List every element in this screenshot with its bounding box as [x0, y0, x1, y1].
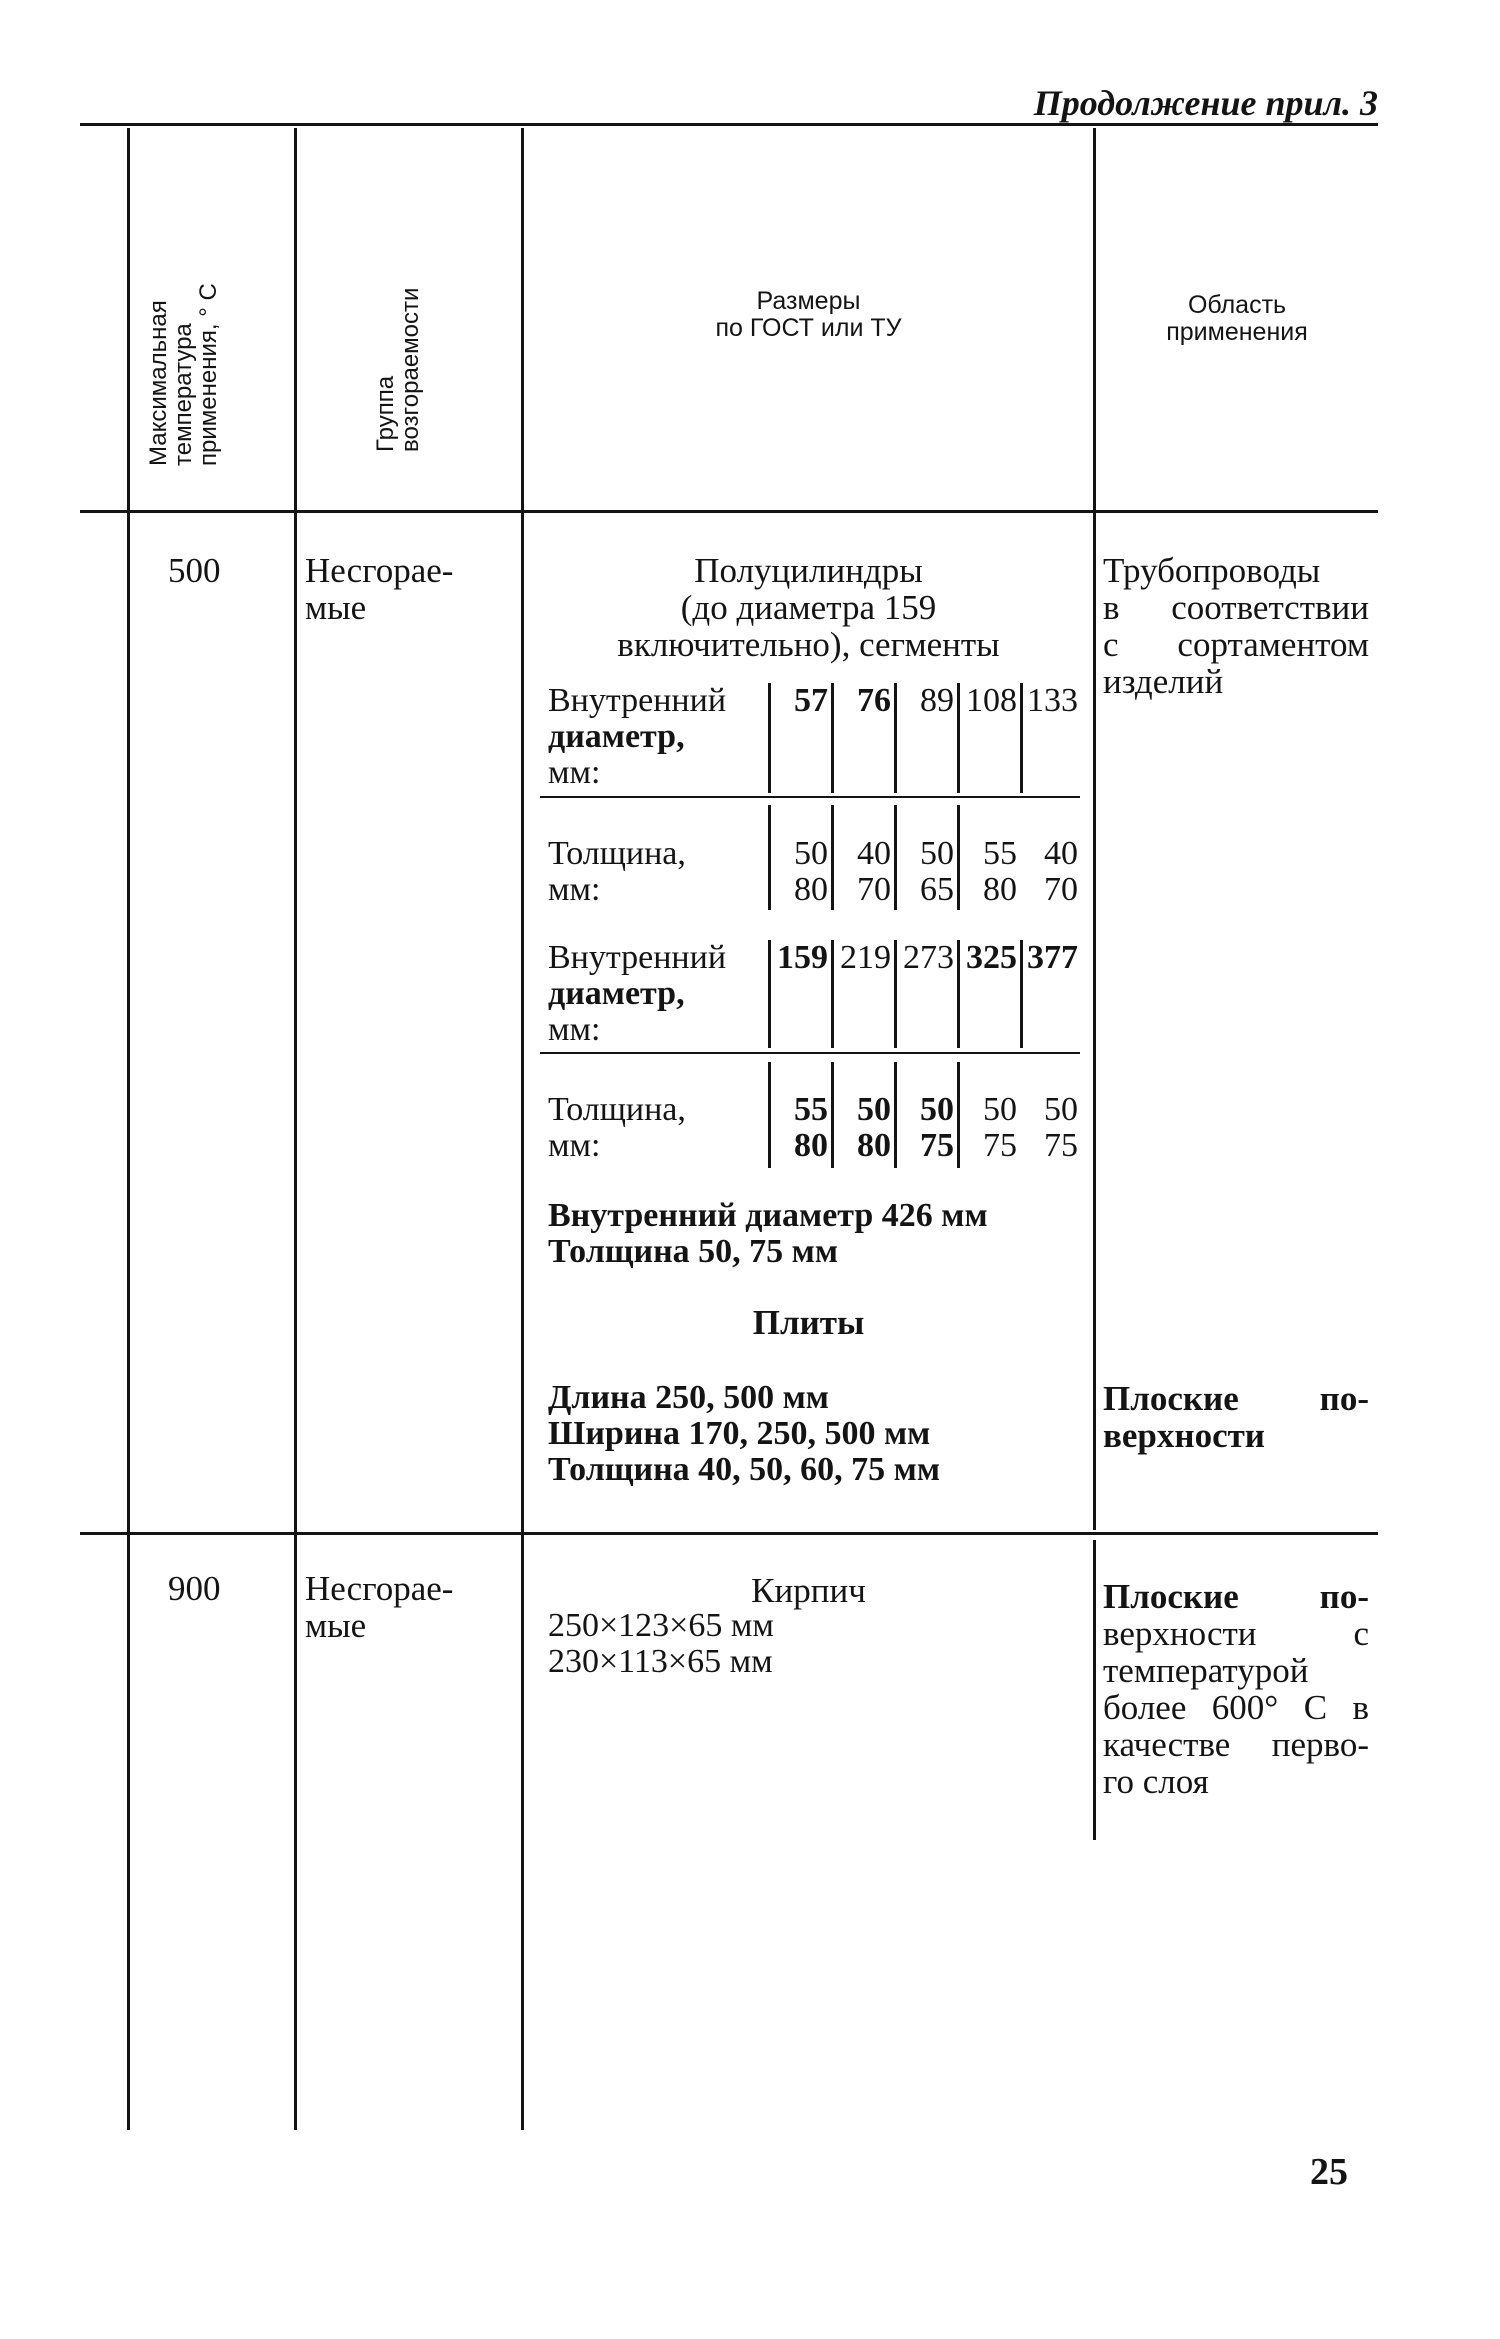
- header-flammability-group: [373, 232, 427, 452]
- row2-area-line-2: верхности с: [1103, 1614, 1369, 1653]
- row2-area-line-6: го слоя: [1103, 1762, 1209, 1801]
- row1-group: [305, 552, 505, 626]
- inner2-thickness-label-line-2: мм:: [548, 1127, 601, 1164]
- inner2-rule: [540, 1052, 1080, 1054]
- thickness2-a-325: 50: [983, 1091, 1017, 1128]
- inner2-diameter-label-line-3: мм:: [548, 1011, 601, 1048]
- area1-line-1: Трубопроводы: [1103, 551, 1321, 590]
- header-max-temp-line-1: Максимальная: [145, 300, 172, 466]
- diameter-57: 57: [794, 682, 828, 719]
- row1-area-pipelines: [1103, 552, 1369, 700]
- area1-line-2: в соответствии: [1103, 588, 1369, 627]
- thickness2-b-159: 80: [794, 1127, 828, 1164]
- inner1-diameter-label-line-1: Внутренний: [548, 682, 727, 719]
- thickness-b-76: 70: [857, 871, 891, 908]
- diameter-325: 325: [966, 939, 1017, 976]
- thickness-b-108: 80: [983, 871, 1017, 908]
- table-top-rule: [80, 123, 1378, 126]
- row2-brick-title: Кирпич: [751, 1571, 866, 1610]
- row1-title-line-2: (до диаметра 159: [680, 588, 937, 627]
- row2-group: [305, 1570, 505, 1644]
- inner1-thickness-label-line-2: мм:: [548, 871, 601, 908]
- inner1-diameter-label-line-2: диаметр,: [548, 718, 685, 755]
- row2-brick-sizes: [548, 1608, 774, 1680]
- thickness-a-57: 50: [794, 835, 828, 872]
- thickness2-b-219: 80: [857, 1127, 891, 1164]
- column-divider-2: [521, 128, 524, 2130]
- column-divider-3-lower: [1093, 1540, 1096, 1840]
- extra-thickness-line: Толщина 50, 75 мм: [548, 1233, 838, 1270]
- row1-title-line-1: Полуцилиндры: [694, 551, 923, 590]
- diameter-133: 133: [1027, 682, 1078, 719]
- area1-line-3: с сортаментом: [1103, 625, 1369, 664]
- row1-group-line-1: Несгорае-: [305, 551, 454, 590]
- thickness-a-89: 50: [920, 835, 954, 872]
- diameter-76: 76: [857, 682, 891, 719]
- row1-extra-diameter: [548, 1198, 988, 1270]
- area2-line-1: Плоские по-: [1103, 1379, 1369, 1418]
- brick-size-1: 250×123×65 мм: [548, 1607, 774, 1644]
- header-sizes: [524, 288, 1093, 342]
- plates-width: Ширина 170, 250, 500 мм: [548, 1415, 931, 1452]
- thickness-a-76: 40: [857, 835, 891, 872]
- header-sizes-line-1: Размеры: [756, 287, 861, 315]
- row-separator-rule: [80, 1532, 1378, 1535]
- header-area-line-2: применения: [1166, 318, 1308, 346]
- header-sizes-line-2: по ГОСТ или ТУ: [715, 314, 902, 342]
- plates-thickness: Толщина 40, 50, 60, 75 мм: [548, 1451, 940, 1488]
- inner2-thickness-label-line-1: Толщина,: [548, 1091, 686, 1128]
- row2-area: [1103, 1578, 1369, 1800]
- diameter-108: 108: [966, 682, 1017, 719]
- header-max-temp-line-2: температура: [170, 323, 197, 466]
- diameter-159: 159: [777, 939, 828, 976]
- inner1-diameter-label-line-3: мм:: [548, 754, 601, 791]
- row2-area-line-4: более 600° С в: [1103, 1688, 1369, 1727]
- thickness-a-108: 55: [983, 835, 1017, 872]
- row2-area-line-5: качестве перво-: [1103, 1725, 1369, 1764]
- extra-diameter-line: Внутренний диаметр 426 мм: [548, 1197, 988, 1234]
- row2-group-line-2: мые: [305, 1606, 367, 1645]
- inner2-diameter-label: [548, 940, 726, 1048]
- page-number: 25: [1310, 2151, 1348, 2193]
- thickness2-a-219: 50: [857, 1091, 891, 1128]
- table-left-border: [127, 128, 130, 2130]
- column-divider-1: [294, 128, 297, 2130]
- plates-title: Плиты: [752, 1303, 865, 1342]
- header-max-temp-line-3: применения, ° С: [195, 283, 222, 466]
- inner1-thickness-label: [548, 836, 686, 908]
- inner1-diameter-label: [548, 683, 726, 791]
- plates-length: Длина 250, 500 мм: [548, 1379, 829, 1416]
- diameter-89: 89: [920, 682, 954, 719]
- area2-line-2: верхности: [1103, 1416, 1265, 1455]
- inner2-diameter-label-line-1: Внутренний: [548, 939, 727, 976]
- thickness2-a-273: 50: [920, 1091, 954, 1128]
- thickness2-a-159: 55: [794, 1091, 828, 1128]
- inner2-thickness-label: [548, 1092, 686, 1164]
- header-max-temperature: [146, 226, 226, 466]
- area1-line-4: изделий: [1103, 662, 1224, 701]
- thickness2-a-377: 50: [1044, 1091, 1078, 1128]
- row1-area-flat-surfaces: [1103, 1380, 1369, 1454]
- thickness-b-89: 65: [920, 871, 954, 908]
- row2-temperature: 900: [168, 1569, 221, 1608]
- row1-temperature: 500: [168, 551, 221, 590]
- diameter-273: 273: [903, 939, 954, 976]
- thickness-b-133: 70: [1044, 871, 1078, 908]
- thickness2-b-377: 75: [1044, 1127, 1078, 1164]
- row1-group-line-2: мые: [305, 588, 367, 627]
- row2-group-line-1: Несгорае-: [305, 1569, 454, 1608]
- thickness2-b-325: 75: [983, 1127, 1017, 1164]
- header-group-line-1: Группа: [372, 375, 399, 452]
- row1-semicylinders-title: [524, 552, 1093, 663]
- plates-sizes: [548, 1380, 940, 1488]
- diameter-377: 377: [1027, 939, 1078, 976]
- thickness-b-57: 80: [794, 871, 828, 908]
- header-area-line-1: Область: [1187, 291, 1287, 319]
- inner1-rule: [540, 796, 1080, 798]
- header-bottom-rule: [80, 510, 1378, 513]
- row2-area-line-3: температурой: [1103, 1651, 1309, 1690]
- brick-size-2: 230×113×65 мм: [548, 1643, 773, 1680]
- inner1-thickness-label-line-1: Толщина,: [548, 835, 686, 872]
- header-area: [1096, 292, 1378, 346]
- diameter-219: 219: [840, 939, 891, 976]
- thickness2-b-273: 75: [920, 1127, 954, 1164]
- header-group-line-2: возгораемости: [397, 287, 424, 452]
- continuation-caption: Продолжение прил. 3: [1033, 83, 1378, 123]
- thickness-a-133: 40: [1044, 835, 1078, 872]
- inner2-diameter-label-line-2: диаметр,: [548, 975, 685, 1012]
- row1-title-line-3: включительно), сегменты: [617, 625, 1000, 664]
- row2-area-line-1: Плоские по-: [1103, 1577, 1369, 1616]
